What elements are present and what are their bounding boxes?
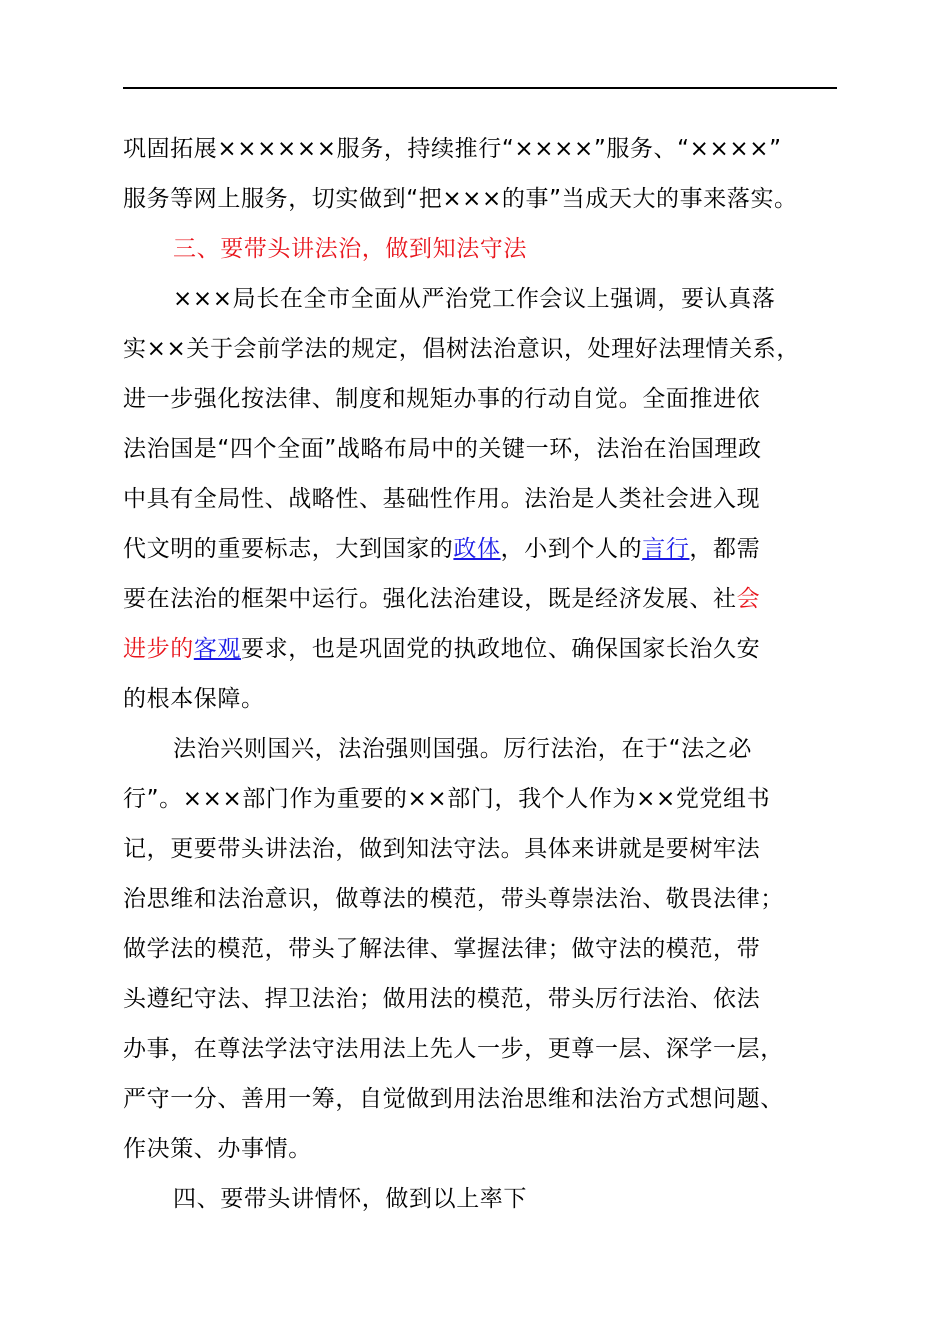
text-segment: ，小到个人的 <box>500 536 643 562</box>
body-line: 服务等网上服务，切实做到“把×××的事”当成天大的事来落实。 <box>123 186 798 212</box>
body-line: ×××局长在全市全面从严治党工作会议上强调，要认真落 <box>173 286 776 312</box>
body-line: 法治国是“四个全面”战略布局中的关键一环，法治在治国理政 <box>123 436 762 462</box>
body-line: 的根本保障。 <box>123 686 265 712</box>
link-zhengti[interactable]: 政体 <box>453 536 501 562</box>
text-segment: 要在法治的框架中运行。强化法治建设，既是经济发展、社 <box>123 586 737 612</box>
body-line: 记，更要带头讲法治，做到知法守法。具体来讲就是要树牢法 <box>123 836 761 862</box>
body-line: 巩固拓展××××××服务，持续推行“××××”服务、“××××” <box>123 136 782 162</box>
body-line: 中具有全局性、战略性、基础性作用。法治是人类社会进入现 <box>123 486 761 512</box>
body-line: 办事，在尊法学法守法用法上先人一步，更尊一层、深学一层， <box>123 1036 784 1062</box>
body-line: 行”。×××部门作为重要的××部门，我个人作为××党党组书 <box>123 786 771 812</box>
body-line <box>123 634 760 664</box>
body-line: 治思维和法治意识，做尊法的模范，带头尊崇法治、敬畏法律； <box>123 886 784 912</box>
body-line <box>123 584 760 614</box>
section-heading-4: 四、要带头讲情怀，做到以上率下 <box>173 1186 527 1212</box>
highlight-red-text: 会 <box>736 586 761 612</box>
highlight-red-text: 进步的 <box>123 636 194 662</box>
body-line: 进一步强化按法律、制度和规矩办事的行动自觉。全面推进依 <box>123 386 761 412</box>
text-segment: 代文明的重要标志，大到国家的 <box>123 536 454 562</box>
text-segment: 要求，也是巩固党的执政地位、确保国家长治久安 <box>241 636 761 662</box>
body-line: 头遵纪守法、捍卫法治；做用法的模范，带头厉行法治、依法 <box>123 986 761 1012</box>
body-line: 严守一分、善用一筹，自觉做到用法治思维和法治方式想问题、 <box>123 1086 784 1112</box>
section-heading-3: 三、要带头讲法治，做到知法守法 <box>173 236 527 262</box>
link-keguan[interactable]: 客观 <box>193 636 242 662</box>
body-line: 做学法的模范，带头了解法律、掌握法律；做守法的模范，带 <box>123 936 761 962</box>
body-line: 作决策、办事情。 <box>123 1136 312 1162</box>
body-line: 实××关于会前学法的规定，倡树法治意识，处理好法理情关系， <box>123 336 800 362</box>
link-yanxing[interactable]: 言行 <box>642 536 690 562</box>
header-rule <box>123 87 837 89</box>
body-line <box>123 534 760 564</box>
text-segment: ，都需 <box>689 536 761 562</box>
body-line: 法治兴则国兴，法治强则国强。厉行法治，在于“法之必 <box>173 736 752 762</box>
